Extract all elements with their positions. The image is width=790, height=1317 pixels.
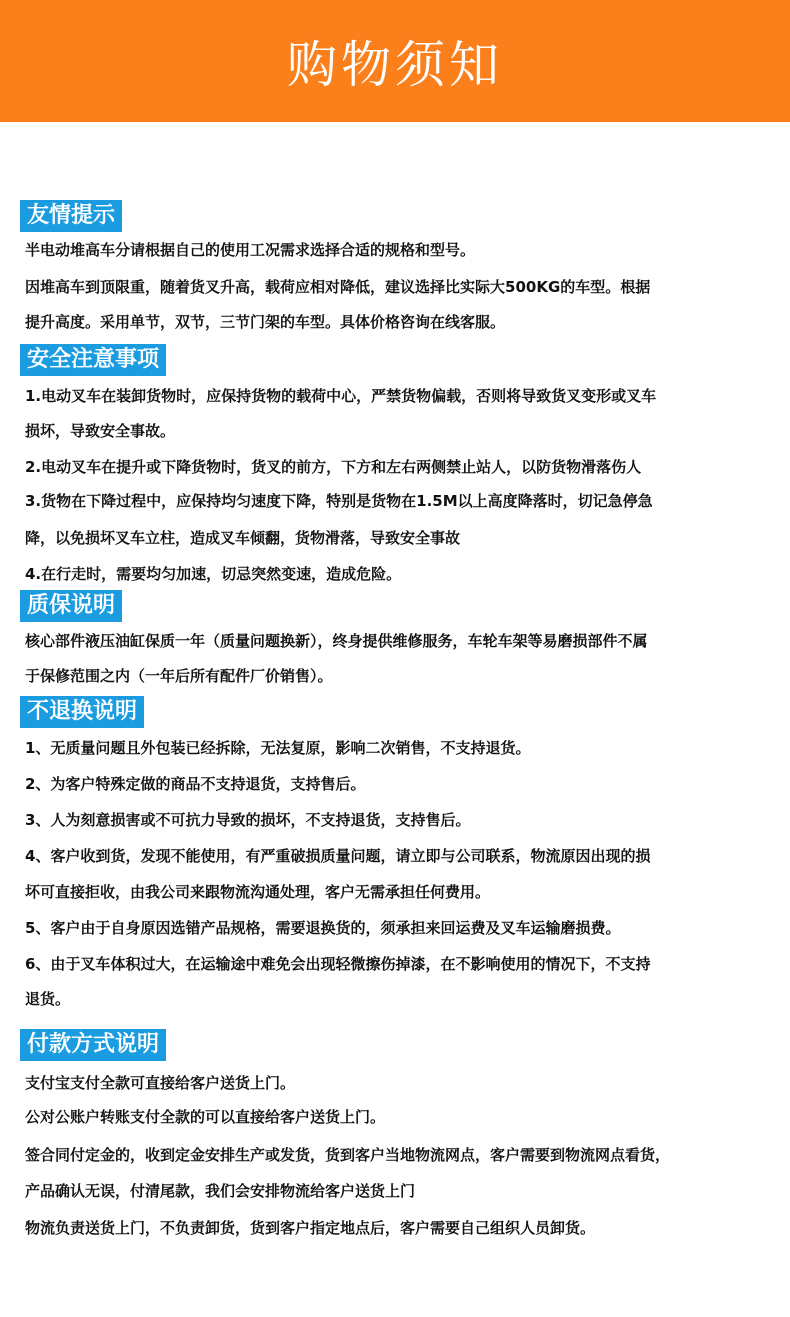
text-line: 2.电动叉车在提升或下降货物时，货叉的前方，下方和左右两侧禁止站人，以防货物滑落伤人 xyxy=(25,458,642,476)
page-title: 购物须知 xyxy=(287,36,503,94)
text-line: 1.电动叉车在装卸货物时，应保持货物的载荷中心，严禁货物偏载，否则将导致货叉变形或叉车 xyxy=(25,387,657,405)
text-line: 3、人为刻意损害或不可抗力导致的损坏，不支持退货，支持售后。 xyxy=(25,811,471,829)
text-line: 4、客户收到货，发现不能使用，有严重破损质量问题，请立即与公司联系，物流原因出现的损 xyxy=(25,847,651,865)
text-line: 4.在行走时，需要均匀加速，切忌突然变速，造成危险。 xyxy=(25,565,402,583)
text-line: 核心部件液压油缸保质一年（质量问题换新），终身提供维修服务，车轮车架等易磨损部件不属 xyxy=(25,632,648,650)
text-line: 损坏，导致安全事故。 xyxy=(25,422,176,440)
section-heading-no-return: 不退换说明 xyxy=(20,696,144,728)
text-line: 提升高度。采用单节，双节，三节门架的车型。具体价格咨询在线客服。 xyxy=(25,313,506,331)
text-line: 2、为客户特殊定做的商品不支持退货，支持售后。 xyxy=(25,775,366,793)
section-heading-warranty: 质保说明 xyxy=(20,590,122,622)
text-line: 半电动堆高车分请根据自己的使用工况需求选择合适的规格和型号。 xyxy=(25,241,476,259)
text-line: 公对公账户转账支付全款的可以直接给客户送货上门。 xyxy=(25,1108,386,1126)
text-line: 支付宝支付全款可直接给客户送货上门。 xyxy=(25,1074,296,1092)
text-line: 降，以免损坏叉车立柱，造成叉车倾翻，货物滑落，导致安全事故 xyxy=(25,529,461,547)
title-banner xyxy=(0,0,790,122)
section-heading-friendly-tips: 友情提示 xyxy=(20,200,122,232)
text-line: 3.货物在下降过程中，应保持均匀速度下降，特别是货物在1.5M以上高度降落时，切记急停急 xyxy=(25,492,653,510)
section-heading-payment: 付款方式说明 xyxy=(20,1029,166,1061)
text-line: 产品确认无误，付清尾款，我们会安排物流给客户送货上门 xyxy=(25,1182,416,1200)
text-line: 1、无质量问题且外包装已经拆除，无法复原，影响二次销售，不支持退货。 xyxy=(25,739,531,757)
section-heading-safety: 安全注意事项 xyxy=(20,344,166,376)
text-line: 6、由于叉车体积过大，在运输途中难免会出现轻微擦伤掉漆，在不影响使用的情况下，不支持 xyxy=(25,955,651,973)
text-line: 物流负责送货上门，不负责卸货，货到客户指定地点后，客户需要自己组织人员卸货。 xyxy=(25,1219,596,1237)
text-line: 签合同付定金的，收到定金安排生产或发货，货到客户当地物流网点，客户需要到物流网点看货， xyxy=(25,1146,671,1164)
text-line: 于保修范围之内（一年后所有配件厂价销售）。 xyxy=(25,667,333,685)
text-line: 因堆高车到顶限重，随着货叉升高，载荷应相对降低，建议选择比实际大500KG的车型。根据 xyxy=(25,278,651,296)
text-line: 退货。 xyxy=(25,990,71,1008)
text-line: 坏可直接拒收，由我公司来跟物流沟通处理，客户无需承担任何费用。 xyxy=(25,883,491,901)
text-line: 5、客户由于自身原因选错产品规格，需要退换货的，须承担来回运费及叉车运输磨损费。 xyxy=(25,919,621,937)
